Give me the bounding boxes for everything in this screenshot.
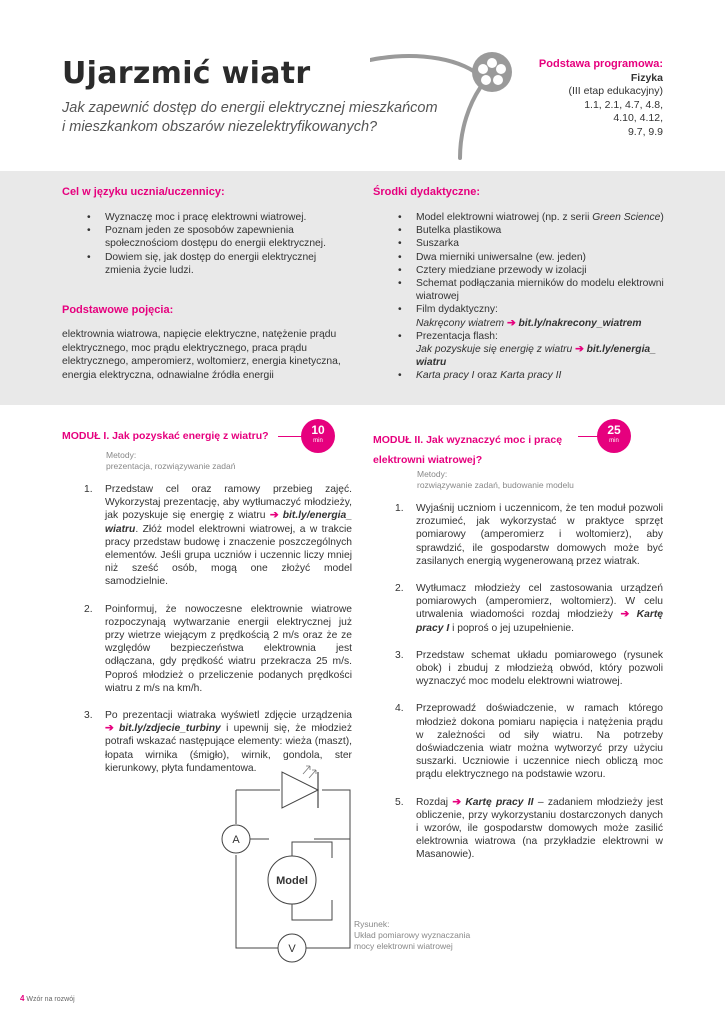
module2-title: MODUŁ II. Jak wyznaczyć moc i pracę elektrowni wiatrowej? (373, 434, 563, 466)
means-item: • Schemat podłączania mierników do modelu elektrowni wiatrowej (395, 277, 665, 303)
voltmeter-label: V (288, 943, 296, 955)
goal-item: • Poznam jeden ze sposobów zapewnienia społecznościom dostępu do energii elektrycznej. (84, 224, 349, 250)
worksheet-2-ref: Kartę pracy II (465, 796, 534, 808)
step-item: 1. Wyjaśnij uczniom i uczennicom, że ten moduł pozwoli zrozumieć, jak wykorzystać w praktyce sprzęt pomiarowy (amperomierz i woltomierz), aby sprawdzić, ile gospodarstw domowych może być zasilanych energią wygenerowaną przez wiatrak. (395, 503, 663, 567)
figure-caption: Rysunek: Układ pomiarowy wyznaczania mocy elektrowni wiatrowej (354, 919, 471, 951)
means-item: • Butelka plastikowa (395, 224, 665, 237)
curriculum-subject: Fizyka (630, 71, 663, 84)
page-footer (20, 994, 75, 1003)
means-item: • Cztery miedziane przewody w izolacji (395, 264, 665, 277)
step-item: 2. Poinformuj, że nowoczesne elektrownie wiatrowe rozpoczynają wytwarzanie energii elektrycznej już przy wietrze wiejącym z prędkością 2 m/s oraz że ze względów bezpieczeństwa elektrownia jest odłączana, gdy prędkość wiatru przekracza 25 m/s. Poproś młodzież o przeliczenie podanych prędkości wiatru z m/s na km/h. (84, 603, 352, 694)
arrow-right-icon: ➔ (575, 344, 584, 356)
ammeter-label: A (232, 834, 240, 846)
step-item: 2. Wytłumacz młodzieży cel zastosowania urządzeń pomiarowych (amperomierz, woltomierz). W celu utrwalenia wiadomości rozdaj młodzieży ➔ Kartę pracy I i poproś o jej uzupełnienie. (395, 583, 663, 634)
goal-item: • Wyznaczę moc i pracę elektrowni wiatrowej. (84, 211, 349, 224)
worksheet-1-ref: Kartę pracy I (416, 609, 663, 634)
step-item: 3. Przedstaw schemat układu pomiarowego (rysunek obok) i zbuduj z młodzieżą obwód, który pozwoli wyznaczyć moc modelu elektrowni wiatrowej. (395, 649, 663, 688)
step-item: 3. Po prezentacji wiatraka wyświetl zdjęcie urządzenia ➔ bit.ly/zdjecie_turbiny i upewnij się, że młodzież potrafi wskazać następujące elementy: wieża (maszt), łopata wirnika (śmigło), wirnik, gondola, ster kierunkowy, płyta fundamentowa. (84, 710, 352, 774)
flash-link[interactable]: bit.ly/energia_ wiatru (416, 344, 656, 369)
means-item: • Karta pracy I oraz Karta pracy II (395, 369, 665, 382)
module1-title: MODUŁ I. Jak pozyskać energię z wiatru? (62, 430, 269, 442)
curriculum-heading: Podstawa programowa: (538, 58, 663, 70)
energia-wiatru-link[interactable]: bit.ly/energia_ wiatru (105, 510, 352, 535)
means-list (395, 211, 665, 383)
arrow-right-icon: ➔ (507, 317, 516, 329)
module2-steps (395, 502, 663, 876)
module1-time-badge: 10 min (301, 419, 335, 453)
goals-list (84, 211, 349, 277)
means-heading: Środki dydaktyczne: (373, 186, 480, 198)
module2-time-badge: 25 min (597, 419, 631, 453)
module2-rule (578, 436, 598, 437)
arrow-right-icon: ➔ (105, 723, 114, 735)
module1-steps (84, 483, 352, 789)
step-item: 4. Przeprowadź doświadczenie, w ramach którego młodzież dokona pomiaru napięcia i natężenia prądu w zależności od siły wiatru. Na potrzeby doświadczenia wiatr można wytworzyć przy użyciu suszarki. Uczniowie i uczennice niech obliczą moc prądu elektrycznego na podstawie wzoru. (395, 703, 663, 781)
arrow-right-icon: ➔ (620, 609, 630, 621)
means-item: • Model elektrowni wiatrowej (np. z serii Green Science) (395, 211, 665, 224)
means-item: • Suszarka (395, 237, 665, 250)
step-item: 5. Rozdaj ➔ Kartę pracy II – zadaniem młodzieży jest obliczenie, przy wykorzystaniu dostarczonych danych i wzorów, ile gospodarstw domowych może zasilić elektrownia wiatrowa (na przykładzie elektrowni w Masanowie). (395, 796, 663, 861)
page-subtitle: Jak zapewnić dostęp do energii elektrycznej mieszkańcom i mieszkankom obszarów niezelektryfikowanych? (62, 100, 438, 135)
means-item: • Prezentacja flash: Jak pozyskuje się energię z wiatru ➔ bit.ly/energia_ wiatru (395, 330, 665, 370)
arrow-right-icon: ➔ (452, 796, 462, 808)
step-item: 1. Przedstaw cel oraz ramowy przebieg zajęć. Wykorzystaj prezentację, aby wytłumaczyć młodzieży, jak pozyskuje się energię z wiatru ➔ bit.ly/energia_ wiatru. Złóż model elektrowni wiatrowej, a w trakcie pracy przedstaw budowę i znaczenie poszczególnych elementów. Jeśli grupa uczniów i uczennic liczy mniej niż sześć osób, mogą one złożyć model samodzielnie. (84, 484, 352, 588)
turbine-photo-link[interactable]: bit.ly/zdjecie_turbiny (118, 723, 221, 735)
curriculum-stage: (III etap edukacyjny) (568, 85, 663, 97)
curriculum-codes-1: 1.1, 2.1, 4.7, 4.8, (584, 98, 663, 111)
page-number: 4 (20, 994, 25, 1003)
film-link[interactable]: bit.ly/nakrecony_wiatrem (518, 317, 642, 329)
measurement-circuit-diagram (210, 760, 360, 972)
book-title: Wzór na rozwój (26, 996, 75, 1003)
goals-heading: Cel w języku ucznia/uczennicy: (62, 186, 225, 198)
module2-methods: Metody: rozwiązywanie zadań, budowanie modelu (417, 469, 574, 490)
concepts-text: elektrownia wiatrowa, napięcie elektryczne, natężenie prądu elektrycznego, moc prądu elektrycznego, praca prądu elektrycznego, amperomierz, woltomierz, energia kinetyczna, energia elektryczna, odnawialne źródła energii (62, 329, 341, 381)
model-label: Model (276, 875, 308, 887)
module1-methods: Metody: prezentacja, rozwiązywanie zadań (106, 450, 236, 471)
goal-item: • Dowiem się, jak dostęp do energii elektrycznej zmienia życie ludzi. (84, 251, 349, 277)
curriculum-codes-2: 4.10, 4.12, (613, 112, 663, 124)
means-item: • Dwa mierniki uniwersalne (ew. jeden) (395, 251, 665, 264)
curriculum-codes-3: 9.7, 9.9 (627, 125, 663, 138)
module1-rule (278, 436, 302, 437)
diode-symbol (282, 772, 318, 808)
concepts-heading: Podstawowe pojęcia: (62, 304, 174, 316)
means-item: • Film dydaktyczny: Nakręcony wiatrem ➔ bit.ly/nakrecony_wiatrem (395, 303, 665, 329)
curriculum-basis (523, 58, 663, 139)
page-title: Ujarzmić wiatr (62, 56, 311, 91)
arrow-right-icon: ➔ (269, 510, 279, 522)
